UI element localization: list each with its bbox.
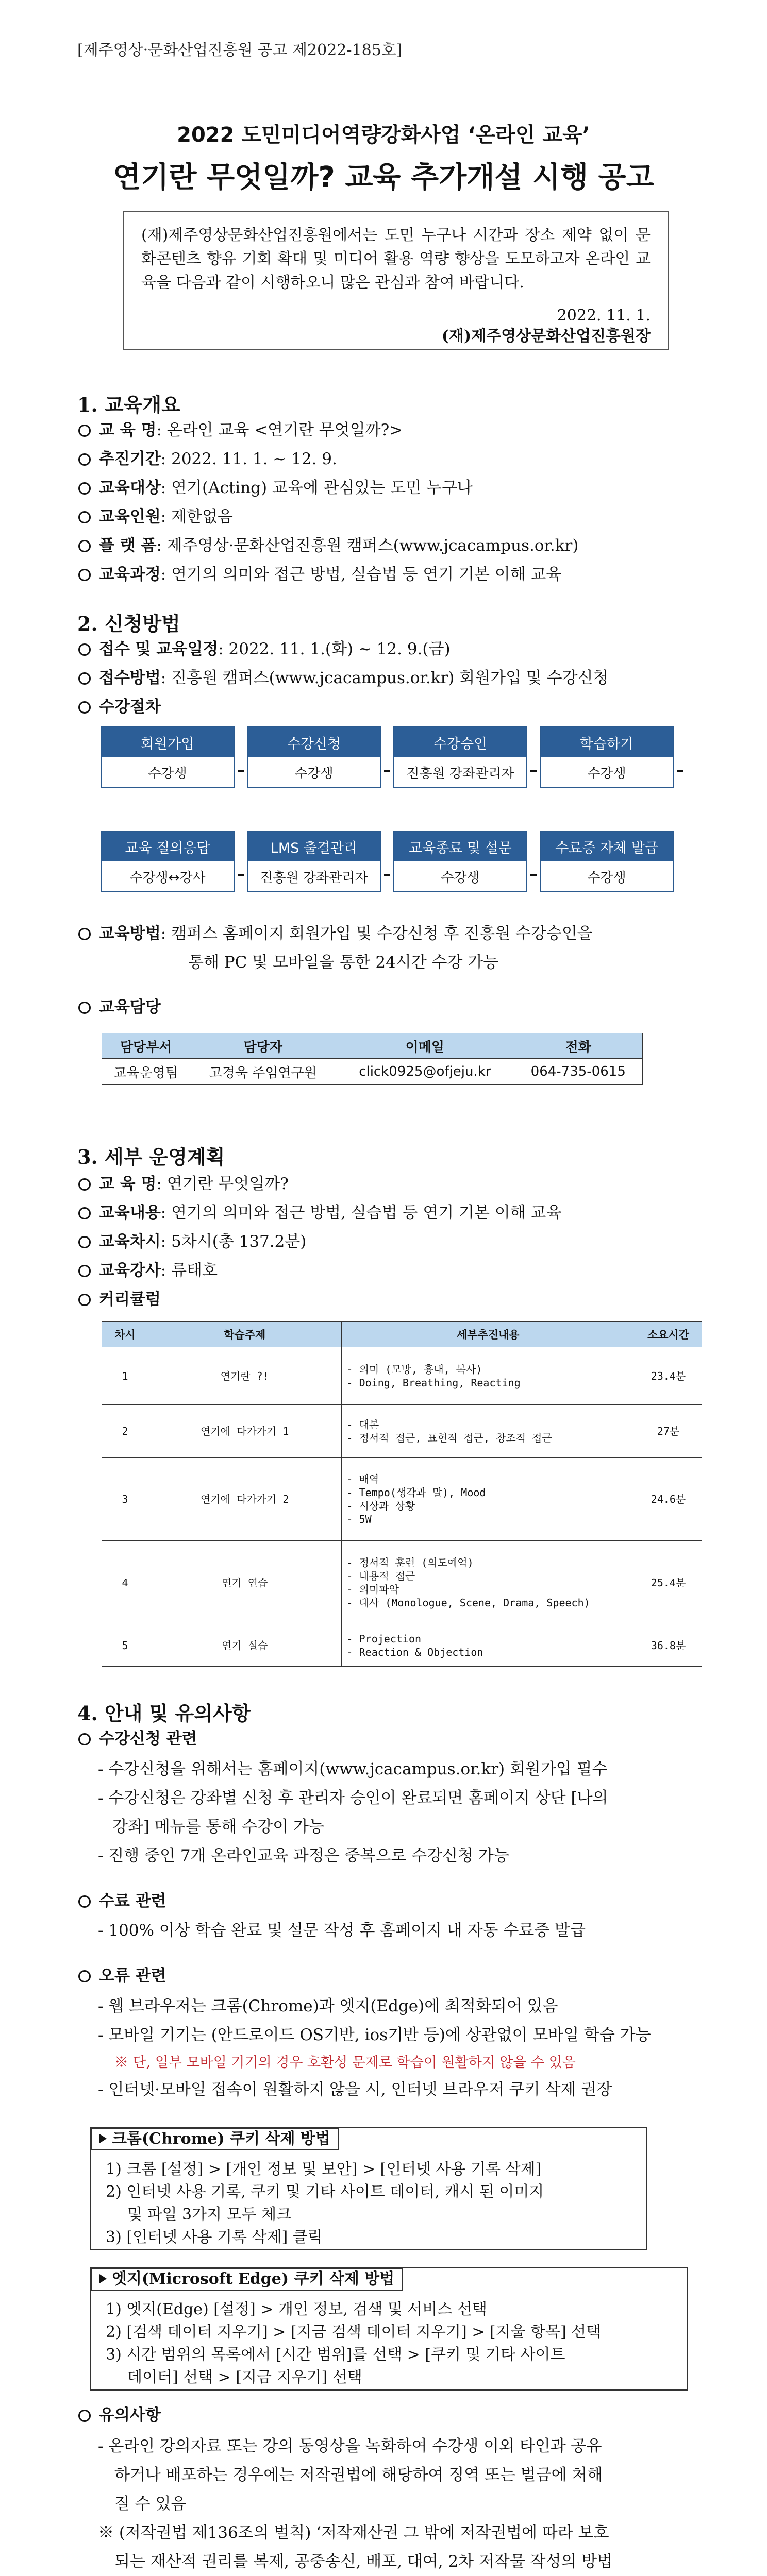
curriculum-table xyxy=(102,1321,702,1667)
triangle-bullet-icon xyxy=(99,2134,107,2143)
circle-bullet-icon xyxy=(78,643,91,656)
item-value: : 캠퍼스 홈페이지 회원가입 및 수강신청 후 진흥원 수강승인을 xyxy=(160,924,593,943)
item-label: 교육인원 xyxy=(99,507,161,526)
table-cell: 연기에 다가가기 2 xyxy=(148,1458,341,1541)
caution-line: 하거나 배포하는 경우에는 저작권법에 해당하여 징역 또는 벌금에 처해 xyxy=(114,2466,603,2484)
circle-bullet-icon xyxy=(78,569,91,581)
table-cell: - 배역 - Tempo(생각과 말), Mood - 시상과 상황 - 5W xyxy=(341,1458,635,1541)
flow-step-actor: 수강생↔강사 xyxy=(102,861,234,891)
flow-step-head: 수강신청 xyxy=(248,727,380,757)
table-header: 이메일 xyxy=(336,1033,514,1059)
flow-connector xyxy=(530,874,537,876)
item-value: : 연기의 의미와 접근 방법, 실습법 등 연기 기본 이해 교육 xyxy=(160,1204,562,1222)
table-row xyxy=(102,1059,643,1085)
item-label: 접수방법 xyxy=(99,669,161,687)
error-line: - 모바일 기기는 (안드로이드 OS기반, ios기반 등)에 상관없이 모바일 학습 가능 xyxy=(98,2026,651,2044)
email-link[interactable]: click0925@ofjeju.kr xyxy=(336,1059,514,1085)
sec1-item xyxy=(78,478,473,498)
registration-line: 강좌] 메뉴를 통해 수강이 가능 xyxy=(112,1818,324,1836)
section1-heading: 1. 교육개요 xyxy=(77,393,180,416)
flow-step xyxy=(540,831,674,892)
item-value: : 온라인 교육 <연기란 무엇일까?> xyxy=(156,421,403,439)
item-label: 커리큘럼 xyxy=(99,1290,161,1309)
item-label: 추진기간 xyxy=(99,450,161,468)
certificate-heading xyxy=(78,1891,166,1911)
registration-line: - 수강신청은 강좌별 신청 후 관리자 승인이 완료되면 홈페이지 상단 [나의 xyxy=(98,1789,608,1807)
circle-bullet-icon xyxy=(78,511,91,523)
contact-table xyxy=(102,1033,643,1085)
table-cell: 5 xyxy=(102,1624,148,1667)
table-cell: 2 xyxy=(102,1405,148,1458)
sec1-item xyxy=(78,420,403,440)
item-label: 교육과정 xyxy=(99,565,161,584)
table-cell: 연기란 ?! xyxy=(148,1347,341,1405)
table-row xyxy=(102,1458,702,1541)
table-cell: 24.6분 xyxy=(635,1458,702,1541)
triangle-bullet-icon xyxy=(99,2274,107,2283)
table-cell: 연기 실습 xyxy=(148,1624,341,1667)
sec3-item xyxy=(78,1174,289,1194)
notice-box xyxy=(123,211,669,350)
table-cell: 064-735-0615 xyxy=(514,1059,642,1085)
flow-step-head: 교육종료 및 설문 xyxy=(394,832,526,861)
sec1-item xyxy=(78,564,561,585)
certificate-line: - 100% 이상 학습 완료 및 설문 작성 후 홈페이지 내 자동 수료증 발급 xyxy=(98,1921,586,1940)
item-label: 접수 및 교육일정 xyxy=(99,640,219,658)
caution-line: - 온라인 강의자료 또는 강의 동영상을 녹화하여 수강생 이외 타인과 공유 xyxy=(98,2437,602,2455)
circle-bullet-icon xyxy=(78,1895,91,1908)
chrome-step: 2) 인터넷 사용 기록, 쿠키 및 기타 사이트 데이터, 캐시 된 이미지 xyxy=(106,2183,544,2201)
table-cell: 고경욱 주임연구원 xyxy=(190,1059,336,1085)
table-header: 담당자 xyxy=(190,1033,336,1059)
sec1-item xyxy=(78,506,233,527)
table-header: 전화 xyxy=(514,1033,642,1059)
box-title-text: 엣지(Microsoft Edge) 쿠키 삭제 방법 xyxy=(112,2270,395,2288)
chrome-cookie-box xyxy=(90,2127,647,2250)
edge-step: 2) [검색 데이터 지우기] > [지금 검색 데이터 지우기] > [지울 항목] 선택 xyxy=(106,2323,602,2341)
item-label: 교육내용 xyxy=(99,1204,161,1222)
table-cell: 36.8분 xyxy=(635,1624,702,1667)
item-label: 교 육 명 xyxy=(99,421,157,439)
table-cell: - Projection - Reaction & Objection xyxy=(341,1624,635,1667)
flow-step-head: 교육 질의응답 xyxy=(102,832,234,861)
circle-bullet-icon xyxy=(78,928,91,940)
item-label: 교 육 명 xyxy=(99,1175,157,1193)
item-label: 플 랫 폼 xyxy=(99,536,157,555)
item-value: : 5차시(총 137.2분) xyxy=(160,1232,307,1251)
table-header: 담당부서 xyxy=(102,1033,190,1059)
chrome-box-title xyxy=(91,2128,339,2150)
item-label: 교육차시 xyxy=(99,1232,161,1251)
circle-bullet-icon xyxy=(78,453,91,466)
caution-line: 질 수 있음 xyxy=(114,2495,187,2513)
sec2-method xyxy=(78,923,593,944)
circle-bullet-icon xyxy=(78,1970,91,1982)
table-row xyxy=(102,1405,702,1458)
error-line: - 인터넷·모바일 접속이 원활하지 않을 시, 인터넷 브라우저 쿠키 삭제 권장 xyxy=(98,2080,612,2099)
item-value: : 제한없음 xyxy=(160,507,233,526)
circle-bullet-icon xyxy=(78,1236,91,1248)
sec2-item xyxy=(78,697,161,717)
notice-number: [제주영상·문화산업진흥원 공고 제2022-185호] xyxy=(77,41,403,59)
sec2-item xyxy=(78,668,608,688)
table-cell: - 대본 - 정서적 접근, 표현적 접근, 창조적 접근 xyxy=(341,1405,635,1458)
table-row xyxy=(102,1541,702,1624)
flow-step-head: 수료증 자체 발급 xyxy=(541,832,673,861)
flow-connector xyxy=(384,874,390,876)
registration-line: - 진행 중인 7개 온라인교육 과정은 중복으로 수강신청 가능 xyxy=(98,1846,509,1865)
flow-step xyxy=(247,726,381,788)
table-cell: 교육운영팀 xyxy=(102,1059,190,1085)
circle-bullet-icon xyxy=(78,1265,91,1277)
chrome-step: 3) [인터넷 사용 기록 삭제] 클릭 xyxy=(106,2228,323,2246)
circle-bullet-icon xyxy=(78,1733,91,1745)
circle-bullet-icon xyxy=(78,482,91,495)
circle-bullet-icon xyxy=(78,2410,91,2422)
sec3-item xyxy=(78,1202,561,1223)
item-value: : 진흥원 캠퍼스(www.jcacampus.or.kr) 회원가입 및 수강신청 xyxy=(160,669,609,687)
circle-bullet-icon xyxy=(78,540,91,552)
sec3-item xyxy=(78,1260,218,1281)
flow-step-head: 수강승인 xyxy=(394,727,526,757)
circle-bullet-icon xyxy=(78,1002,91,1014)
flow-connector xyxy=(238,770,244,772)
item-label: 교육방법 xyxy=(99,924,161,943)
error-heading xyxy=(78,1965,166,1986)
flow-step-head: LMS 출결관리 xyxy=(248,832,380,861)
registration-heading xyxy=(78,1728,197,1749)
table-cell: 27분 xyxy=(635,1405,702,1458)
edge-step: 1) 엣지(Edge) [설정] > 개인 정보, 검색 및 서비스 선택 xyxy=(106,2300,487,2318)
flow-step xyxy=(393,726,527,788)
table-header: 학습주제 xyxy=(148,1322,341,1347)
sec2-item xyxy=(78,639,451,659)
table-cell: 연기에 다가가기 1 xyxy=(148,1405,341,1458)
flow-step xyxy=(101,831,235,892)
sec2-contact xyxy=(78,997,161,1018)
sec3-item xyxy=(78,1231,306,1252)
circle-bullet-icon xyxy=(78,425,91,437)
page-title: 연기란 무엇일까? 교육 추가개설 시행 공고 xyxy=(113,161,654,194)
table-cell: 23.4분 xyxy=(635,1347,702,1405)
item-label: 수강신청 관련 xyxy=(99,1730,197,1748)
table-cell: 3 xyxy=(102,1458,148,1541)
item-value: : 류태호 xyxy=(160,1261,218,1280)
flow-step xyxy=(393,831,527,892)
item-label: 교육강사 xyxy=(99,1261,161,1280)
notice-body: (재)제주영상문화산업진흥원에서는 도민 누구나 시간과 장소 제약 없이 문화콘텐츠 향유 기회 확대 및 미디어 활용 역량 향상을 도모하고자 온라인 교육을 다음과 같이 시행하오니 많은 관심과 참여 바랍니다. xyxy=(141,226,651,292)
item-value: : 2022. 11. 1. ~ 12. 9. xyxy=(160,450,337,468)
item-label: 유의사항 xyxy=(99,2406,161,2425)
notice-date: 2022. 11. 1. xyxy=(557,307,651,325)
flow-step-actor: 수강생 xyxy=(102,757,234,787)
table-cell: 연기 연습 xyxy=(148,1541,341,1624)
error-line: - 웹 브라우저는 크롬(Chrome)과 엣지(Edge)에 최적화되어 있음 xyxy=(98,1997,558,2015)
table-row xyxy=(102,1347,702,1405)
box-title-text: 크롬(Chrome) 쿠키 삭제 방법 xyxy=(112,2130,330,2148)
item-value: : 2022. 11. 1.(화) ~ 12. 9.(금) xyxy=(218,640,451,658)
table-header: 소요시간 xyxy=(635,1322,702,1347)
item-value: : 연기란 무엇일까? xyxy=(156,1175,289,1193)
flow-connector xyxy=(384,770,390,772)
circle-bullet-icon xyxy=(78,1294,91,1306)
item-label: 수료 관련 xyxy=(99,1892,166,1910)
flow-connector xyxy=(530,770,537,772)
sec1-item xyxy=(78,535,578,556)
flow-step xyxy=(101,726,235,788)
flow-step-actor: 진흥원 강좌관리자 xyxy=(394,757,526,787)
flow-step-actor: 수강생 xyxy=(541,861,673,891)
circle-bullet-icon xyxy=(78,1178,91,1191)
table-header: 세부추진내용 xyxy=(341,1322,635,1347)
edge-step: 데이터] 선택 > [지금 지우기] 선택 xyxy=(127,2368,362,2386)
circle-bullet-icon xyxy=(78,1207,91,1219)
table-cell: 25.4분 xyxy=(635,1541,702,1624)
edge-cookie-box xyxy=(90,2267,688,2391)
flow-connector xyxy=(238,874,244,876)
flow-connector xyxy=(677,770,683,772)
circle-bullet-icon xyxy=(78,672,91,685)
flow-step xyxy=(540,726,674,788)
page-subtitle: 2022 도민미디어역량강화사업 ‘온라인 교육’ xyxy=(177,123,590,147)
error-warning: ※ 단, 일부 모바일 기기의 경우 호환성 문제로 학습이 원활하지 않을 수 있음 xyxy=(114,2055,576,2071)
flow-step-actor: 수강생 xyxy=(394,861,526,891)
flow-step-head: 회원가입 xyxy=(102,727,234,757)
edge-step: 3) 시간 범위의 목록에서 [시간 범위]를 선택 > [쿠키 및 기타 사이트 xyxy=(106,2346,565,2364)
registration-line: - 수강신청을 위해서는 홈페이지(www.jcacampus.or.kr) 회원가입 필수 xyxy=(98,1760,608,1778)
item-label: 오류 관련 xyxy=(99,1967,166,1985)
chrome-step: 1) 크롬 [설정] > [개인 정보 및 보안] > [인터넷 사용 기록 삭제] xyxy=(106,2160,542,2178)
method-continuation: 통해 PC 및 모바일을 통한 24시간 수강 가능 xyxy=(188,953,499,972)
caution-line: 되는 재산적 권리를 복제, 공중송신, 배포, 대여, 2차 저작물 작성의 방법 xyxy=(114,2552,613,2571)
item-label: 수강절차 xyxy=(99,698,161,716)
flow-step-head: 학습하기 xyxy=(541,727,673,757)
flow-step-actor: 수강생 xyxy=(248,757,380,787)
section3-heading: 3. 세부 운영계획 xyxy=(77,1145,225,1168)
section2-heading: 2. 신청방법 xyxy=(77,612,180,635)
notice-org: (재)제주영상문화산업진흥원장 xyxy=(441,327,651,345)
table-cell: - 의미 (모방, 흉내, 복사) - Doing, Breathing, Reacting xyxy=(341,1347,635,1405)
item-value: : 제주영상·문화산업진흥원 캠퍼스(www.jcacampus.or.kr) xyxy=(156,536,579,555)
item-label: 교육담당 xyxy=(99,998,161,1016)
table-cell: 4 xyxy=(102,1541,148,1624)
sec1-item xyxy=(78,449,337,469)
table-cell: - 정서적 훈련 (의도예억) - 내용적 접근 - 의미파악 - 대사 (Monologue, Scene, Drama, Speech) xyxy=(341,1541,635,1624)
item-value: : 연기의 의미와 접근 방법, 실습법 등 연기 기본 이해 교육 xyxy=(160,565,562,584)
edge-box-title xyxy=(91,2268,403,2291)
table-header: 차시 xyxy=(102,1322,148,1347)
flow-step xyxy=(247,831,381,892)
chrome-step: 및 파일 3가지 모두 체크 xyxy=(127,2206,292,2224)
caution-line: ※ (저작권법 제136조의 벌칙) ‘저작재산권 그 밖에 저작권법에 따라 보호 xyxy=(98,2523,609,2542)
table-row xyxy=(102,1624,702,1667)
item-value: : 연기(Acting) 교육에 관심있는 도민 누구나 xyxy=(160,479,473,497)
flow-step-actor: 수강생 xyxy=(541,757,673,787)
flow-step-actor: 진흥원 강좌관리자 xyxy=(248,861,380,891)
section4-heading: 4. 안내 및 유의사항 xyxy=(77,1702,251,1725)
item-label: 교육대상 xyxy=(99,479,161,497)
table-cell: 1 xyxy=(102,1347,148,1405)
circle-bullet-icon xyxy=(78,701,91,714)
caution-heading xyxy=(78,2405,161,2426)
sec3-item xyxy=(78,1289,161,1310)
